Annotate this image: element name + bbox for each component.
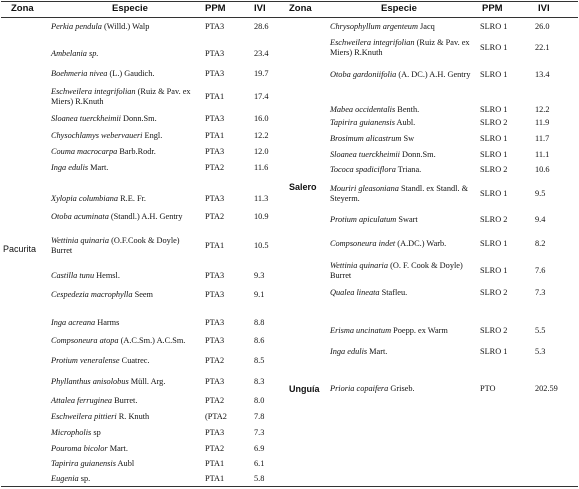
species-author: sp.	[78, 473, 91, 483]
table-bottom-rule	[1, 486, 578, 487]
ppm-value: PTA3	[205, 335, 225, 345]
species-author: Donn.Sm.	[399, 149, 436, 159]
species-author: R.E. Fr.	[118, 194, 146, 204]
ivi-cell	[535, 92, 550, 115]
species-author: (A.DC.) Warb.	[395, 238, 447, 248]
ppm-value: PTA1	[205, 459, 225, 469]
ppm-cell	[480, 339, 507, 357]
species-author: Burret.	[112, 395, 138, 405]
ppm-value: PTA1	[205, 130, 225, 140]
species-cell	[330, 286, 480, 300]
species-name: Erisma uncinatum	[330, 326, 392, 336]
ivi-value: 10.9	[254, 212, 269, 222]
ivi-cell	[535, 132, 549, 146]
species-name: Eschweilera pittieri	[51, 412, 117, 422]
ivi-value: 202.59	[535, 383, 558, 393]
ivi-cell	[535, 148, 549, 161]
ivi-cell	[535, 179, 545, 209]
ivi-value: 8.0	[254, 395, 265, 405]
ivi-value: 9.3	[254, 271, 265, 281]
ppm-value: PTO	[480, 383, 496, 393]
species-name: Eschweilera integrifolian	[51, 86, 136, 96]
species-author: Seem	[132, 290, 154, 300]
species-author: Sw	[401, 134, 415, 144]
ppm-value: PTA3	[205, 147, 225, 157]
ppm-cell	[480, 116, 507, 130]
species-cell	[51, 442, 201, 456]
species-author: (Ruiz & Pav. ex Miers) R.Knuth	[51, 86, 191, 106]
table-row	[0, 442, 579, 456]
species-cell	[330, 148, 480, 161]
ivi-cell	[535, 116, 549, 130]
species-author: Cuatrec.	[119, 355, 150, 365]
ppm-value: PTA1	[205, 240, 225, 250]
species-name: Chysochlamys webervaueri	[51, 130, 143, 140]
table-row	[0, 113, 579, 130]
species-cell	[330, 381, 480, 396]
ivi-value: 5.3	[535, 347, 546, 357]
ivi-value: 11.9	[535, 118, 550, 128]
species-cell	[51, 410, 201, 424]
ivi-cell	[535, 301, 545, 336]
header-ppm-left: PPM	[205, 3, 226, 14]
species-author: Engl.	[142, 130, 163, 140]
ppm-value: PTA3	[205, 69, 225, 79]
ppm-cell	[480, 179, 507, 209]
ivi-cell	[254, 410, 264, 424]
ppm-value: PTA3	[205, 21, 225, 31]
ivi-value: 7.8	[254, 412, 265, 422]
ppm-cell	[480, 61, 507, 88]
species-name: Inga acreana	[51, 318, 96, 328]
ivi-cell	[535, 381, 558, 396]
species-name: Otoba acuminata	[51, 212, 109, 222]
ivi-cell	[254, 472, 264, 485]
species-cell	[51, 426, 201, 440]
species-name: Prioria copaifera	[330, 383, 389, 393]
species-author: Barb.Rodr.	[117, 147, 156, 157]
species-author: Hemsl.	[94, 271, 120, 281]
species-name: Xylopia columbiana	[51, 194, 119, 204]
header-ppm-right: PPM	[482, 3, 503, 14]
ivi-value: 12.0	[254, 147, 269, 157]
species-cell	[330, 231, 480, 256]
ivi-cell	[254, 442, 264, 456]
ivi-value: 12.2	[254, 130, 269, 140]
ivi-value: 8.8	[254, 318, 265, 328]
species-cell	[330, 212, 480, 228]
table-row	[0, 458, 579, 470]
ivi-value: 17.4	[254, 91, 269, 101]
table-row	[0, 61, 579, 88]
ivi-cell	[535, 212, 545, 228]
table-top-rule	[1, 1, 578, 2]
ivi-cell	[535, 339, 545, 357]
species-name: Tapirira guianensis	[330, 118, 395, 128]
species-name: Wettinia quinaria	[330, 260, 389, 270]
ppm-value: SLRO 1	[480, 238, 508, 248]
ppm-value: PTA3	[205, 49, 225, 59]
header-especie-left: Especie	[112, 3, 148, 14]
species-name: Mouriri gleasoniana	[330, 184, 399, 194]
species-name: Tococa spadiciflora	[330, 165, 396, 175]
species-name: Tapirira guianensis	[51, 459, 116, 469]
table-row	[0, 472, 579, 485]
ppm-value: PTA3	[205, 271, 225, 281]
ivi-cell	[535, 286, 545, 300]
species-name: Micropholis	[51, 428, 92, 438]
species-name: Mabea occidentalis	[330, 105, 396, 115]
species-author: (A.C.Sm.) A.C.Sm.	[118, 335, 186, 345]
species-cell	[330, 258, 480, 283]
species-author: (O. F. Cook & Doyle) Burret	[330, 260, 463, 280]
header-especie-right: Especie	[381, 3, 417, 14]
ppm-value: PTA3	[205, 318, 225, 328]
ppm-cell	[205, 442, 224, 456]
species-name: Boehmeria nivea	[51, 69, 108, 79]
table-row	[0, 426, 579, 440]
ivi-value: 23.4	[254, 49, 269, 59]
header-ivi-left: IVI	[254, 3, 266, 14]
species-name: Phyllanthus anisolobus	[51, 376, 129, 386]
species-name: Protium apiculatum	[330, 215, 397, 225]
table-row	[0, 301, 579, 336]
species-name: Pouroma bicolor	[51, 444, 108, 454]
species-author: (Willd.) Walp	[101, 21, 150, 31]
ivi-value: 7.6	[535, 265, 546, 275]
species-name: Otoba gardoniifolia	[330, 69, 397, 79]
ivi-value: 16.0	[254, 113, 269, 123]
ivi-cell	[535, 163, 550, 177]
table-row	[0, 36, 579, 59]
ivi-cell	[535, 19, 550, 34]
species-author: Donn.Sm.	[120, 113, 157, 123]
species-name: Inga edulis	[51, 162, 89, 172]
ivi-value: 8.2	[535, 238, 546, 248]
ppm-value: SLRO 1	[480, 42, 508, 52]
ppm-cell	[205, 472, 224, 485]
ivi-value: 6.1	[254, 459, 265, 469]
ppm-value: SLRO 1	[480, 189, 508, 199]
ivi-cell	[535, 231, 545, 256]
species-name: Eugenia	[51, 473, 79, 483]
ivi-value: 11.1	[535, 149, 550, 159]
ppm-value: PTA1	[205, 91, 225, 101]
ppm-value: SLRO 1	[480, 69, 508, 79]
ivi-cell	[254, 426, 264, 440]
species-author: Swart	[396, 215, 418, 225]
ppm-value: SLRO 1	[480, 105, 508, 115]
ppm-cell	[205, 426, 224, 440]
species-author: Standl. ex Standl. & Steyerm.	[330, 184, 469, 203]
species-cell	[330, 116, 480, 130]
ppm-value: PTA2	[205, 212, 225, 222]
species-cell	[330, 19, 480, 34]
species-name: Compsoneura atopa	[51, 335, 119, 345]
species-name: Cespedezia macrophylla	[51, 290, 133, 300]
ppm-cell	[205, 458, 224, 470]
species-cell	[330, 92, 480, 115]
species-name: Ambelania sp.	[51, 49, 99, 59]
ppm-value: PTA2	[205, 444, 225, 454]
ivi-value: 9.4	[535, 215, 546, 225]
ivi-value: 11.6	[254, 162, 269, 172]
species-author: sp	[91, 428, 101, 438]
header-ivi-right: IVI	[538, 3, 550, 14]
species-author: (A. DC.) A.H. Gentry	[396, 69, 471, 79]
ppm-value: SLRO 2	[480, 215, 508, 225]
ppm-cell	[480, 92, 507, 115]
ppm-value: SLRO 1	[480, 347, 508, 357]
species-cell	[330, 36, 480, 59]
species-name: Couma macrocarpa	[51, 147, 118, 157]
ivi-value: 10.5	[254, 240, 269, 250]
table-row	[0, 410, 579, 424]
ppm-value: SLRO 2	[480, 326, 508, 336]
ppm-value: PTA2	[205, 162, 225, 172]
species-author: Müll. Arg.	[128, 376, 166, 386]
ppm-value: PTA3	[205, 376, 225, 386]
ivi-value: 8.6	[254, 335, 265, 345]
species-author: Mart.	[88, 162, 109, 172]
header-zona-left: Zona	[11, 3, 34, 14]
species-author: Aubl.	[394, 118, 416, 128]
species-cell	[330, 339, 480, 357]
table-row	[0, 381, 579, 396]
species-name: Perkia pendula	[51, 21, 102, 31]
species-author: (Ruiz & Pav. ex Miers) R.Knuth	[330, 37, 470, 57]
species-author: Triana.	[395, 165, 422, 175]
species-author: Poepp. ex Warm	[391, 326, 448, 336]
species-author: Griseb.	[388, 383, 415, 393]
ppm-value: SLRO 1	[480, 149, 508, 159]
species-cell	[330, 163, 480, 177]
ppm-value: PTA3	[205, 290, 225, 300]
ppm-value: PTA3	[205, 428, 225, 438]
zone-pacurita: Pacurita	[3, 244, 37, 254]
ivi-value: 28.6	[254, 21, 269, 31]
species-author: Harms	[95, 318, 120, 328]
ivi-cell	[535, 36, 550, 59]
table-row	[0, 92, 579, 115]
ivi-value: 5.5	[535, 326, 546, 336]
species-author: Benth.	[395, 105, 420, 115]
ppm-value: SLRO 1	[480, 21, 508, 31]
species-author: Mart.	[107, 444, 128, 454]
ppm-cell	[480, 258, 507, 283]
ivi-value: 19.7	[254, 69, 269, 79]
ppm-value: SLRO 1	[480, 265, 508, 275]
ivi-cell	[254, 458, 264, 470]
table-row	[0, 212, 579, 228]
zone-salero: Salero	[289, 182, 317, 192]
species-author: Stafleu.	[379, 288, 408, 298]
ppm-cell	[480, 301, 507, 336]
ivi-cell	[535, 258, 545, 283]
ivi-value: 26.0	[535, 21, 550, 31]
ppm-value: PTA1	[205, 473, 225, 483]
ivi-value: 6.9	[254, 444, 265, 454]
species-name: Wettinia quinaria	[51, 235, 110, 245]
species-cell	[51, 458, 201, 470]
table-row	[0, 339, 579, 357]
ppm-value: (PTA2	[205, 412, 227, 422]
ivi-value: 12.2	[535, 105, 550, 115]
ivi-value: 9.1	[254, 290, 265, 300]
table-row	[0, 179, 579, 209]
table-row	[0, 19, 579, 34]
ppm-cell	[480, 19, 507, 34]
ppm-value: PTA3	[205, 194, 225, 204]
ivi-value: 9.5	[535, 189, 546, 199]
ivi-value: 10.6	[535, 165, 550, 175]
species-name: Protium veneralense	[51, 355, 120, 365]
table-row	[0, 231, 579, 256]
species-author: Jacq	[417, 21, 435, 31]
species-name: Attalea ferruginea	[51, 395, 113, 405]
ivi-value: 7.3	[254, 428, 265, 438]
species-author: (Standl.) A.H. Gentry	[108, 212, 183, 222]
table-row	[0, 148, 579, 161]
ppm-value: PTA2	[205, 355, 225, 365]
ivi-value: 11.3	[254, 194, 269, 204]
ppm-value: SLRO 2	[480, 118, 508, 128]
table-row	[0, 286, 579, 300]
species-cell	[330, 61, 480, 88]
ppm-cell	[480, 381, 496, 396]
ppm-value: PTA3	[205, 113, 225, 123]
ivi-value: 22.1	[535, 42, 550, 52]
species-name: Chrysophyllum argenteum	[330, 21, 418, 31]
ppm-value: SLRO 1	[480, 134, 508, 144]
ivi-cell	[535, 61, 550, 88]
species-name: Inga edulis	[330, 347, 368, 357]
ppm-cell	[480, 163, 507, 177]
ppm-cell	[480, 148, 507, 161]
ppm-cell	[480, 286, 507, 300]
species-name: Eschweilera integrifolian	[330, 37, 415, 47]
species-name: Compsoneura indet	[330, 238, 396, 248]
ivi-value: 5.8	[254, 473, 265, 483]
ppm-value: SLRO 2	[480, 165, 508, 175]
header-rule	[1, 17, 578, 18]
species-name: Castilla tunu	[51, 271, 95, 281]
ppm-cell	[205, 410, 227, 424]
ppm-cell	[480, 36, 507, 59]
table-row	[0, 163, 579, 177]
table-row	[0, 258, 579, 283]
species-name: Qualea lineata	[330, 288, 380, 298]
species-author: (O.F.Cook & Doyle) Burret	[51, 235, 180, 255]
species-author: R. Knuth	[116, 412, 150, 422]
ivi-value: 8.5	[254, 355, 265, 365]
ppm-cell	[480, 132, 507, 146]
species-name: Brosimum alicastrum	[330, 134, 402, 144]
species-cell	[330, 132, 480, 146]
ivi-value: 11.7	[535, 134, 550, 144]
species-cell	[330, 179, 480, 209]
species-author: Aubl	[115, 459, 135, 469]
species-name: Sloanea tuerckheimii	[330, 149, 400, 159]
zone-unguia: Unguía	[289, 384, 320, 394]
species-cell	[330, 301, 480, 336]
ppm-cell	[480, 231, 507, 256]
table-row	[0, 132, 579, 146]
species-author: Mart.	[367, 347, 388, 357]
ppm-value: PTA2	[205, 395, 225, 405]
ppm-cell	[480, 212, 507, 228]
ivi-value: 13.4	[535, 69, 550, 79]
species-author: (L.) Gaudich.	[107, 69, 155, 79]
species-name: Sloanea tuerckheimii	[51, 113, 121, 123]
header-zona-right: Zona	[289, 3, 312, 14]
species-cell	[51, 472, 201, 485]
ivi-value: 7.3	[535, 288, 546, 298]
ppm-value: SLRO 2	[480, 288, 508, 298]
ivi-value: 8.3	[254, 376, 265, 386]
